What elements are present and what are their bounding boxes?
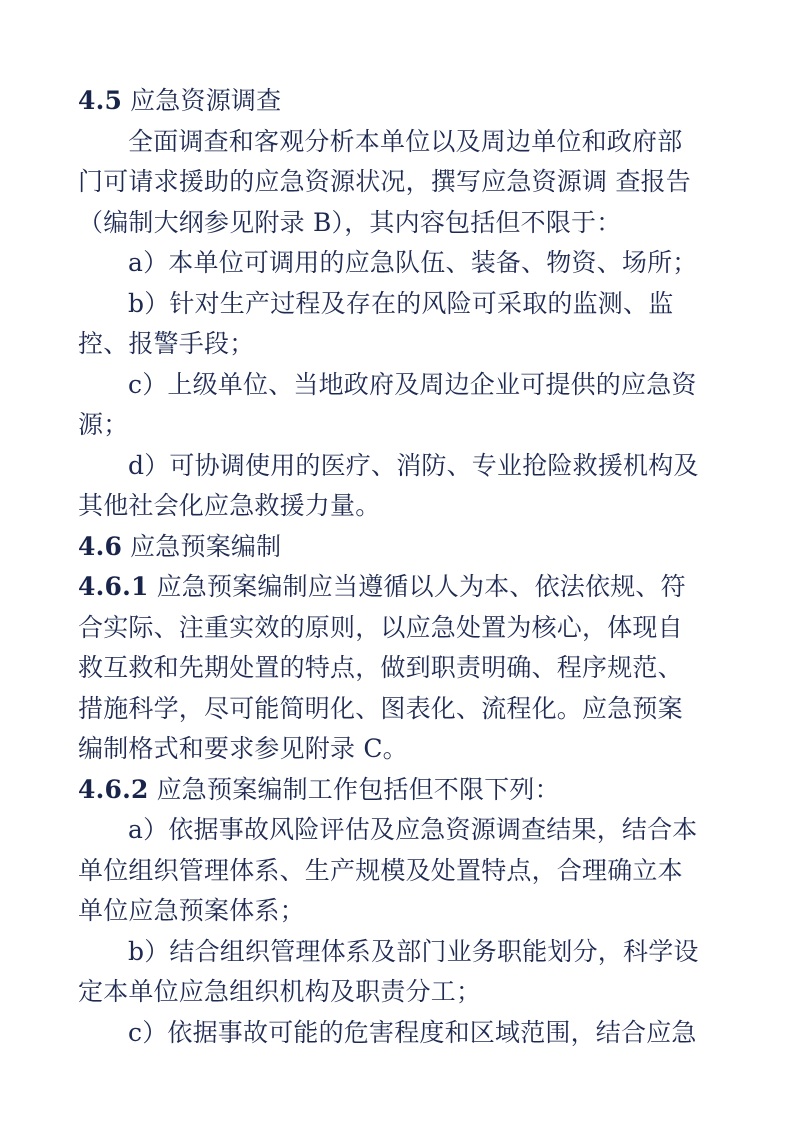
paragraph-line: 合实际、注重实效的原则，以应急处置为核心，体现自 [78,612,683,642]
section-heading-4-6 [78,527,728,568]
list-item-a-continued: 单位组织管理体系、生产规模及处置特点，合理确立本 [78,855,683,885]
list-item-b: b）针对生产过程及存在的风险可采取的监测、监 [128,288,674,318]
paragraph-line: 救互救和先期处置的特点，做到职责明确、程序规范、 [78,653,683,682]
list-item-a: a）本单位可调用的应急队伍、装备、物资、场所； [128,248,698,277]
section-heading-4-6-2 [78,770,728,811]
paragraph-line: 编制格式和要求参见附录 C。 [78,734,408,763]
section-heading-4-5 [78,81,728,122]
paragraph-line: 措施科学，尽可能简明化、图表化、流程化。应急预案 [78,693,683,723]
document-page [78,81,728,1053]
list-item-c-continued: 源； [78,410,129,439]
list-item-c: c）上级单位、当地政府及周边企业可提供的应急资 [128,369,697,399]
list-item-b-continued: 定本单位应急组织机构及职责分工； [78,977,482,1006]
list-item-b-continued: 控、报警手段； [78,329,255,358]
heading-text: 应急预案编制 [130,531,282,561]
list-item-a-continued: 单位应急预案体系； [78,896,305,925]
list-item-d-continued: 其他社会化应急救援力量。 [78,491,381,520]
heading-number: 4.6.2 [78,774,149,804]
paragraph-line: 门可请求援助的应急资源状况，撰写应急资源调 查报告 [78,167,691,196]
heading-text: 应急预案编制应当遵循以人为本、依法依规、符 [156,572,686,601]
heading-number: 4.5 [78,86,123,115]
section-heading-4-6-1 [78,567,728,608]
list-item-c: c）依据事故可能的危害程度和区域范围，结合应急 [128,1017,697,1047]
paragraph-line: （编制大纲参见附录 B），其内容包括但不限于： [78,207,622,237]
list-item-b: b）结合组织管理体系及部门业务职能划分，科学设 [128,936,699,966]
heading-number: 4.6 [78,531,123,561]
list-item-d: d）可协调使用的医疗、消防、专业抢险救援机构及 [128,450,699,480]
heading-text: 应急预案编制工作包括但不限下列： [156,774,560,804]
heading-text: 应急资源调查 [130,86,282,115]
heading-number: 4.6.1 [78,572,149,601]
paragraph-line: 全面调查和客观分析本单位以及周边单位和政府部 [128,126,683,156]
list-item-a: a）依据事故风险评估及应急资源调查结果，结合本 [128,815,698,844]
